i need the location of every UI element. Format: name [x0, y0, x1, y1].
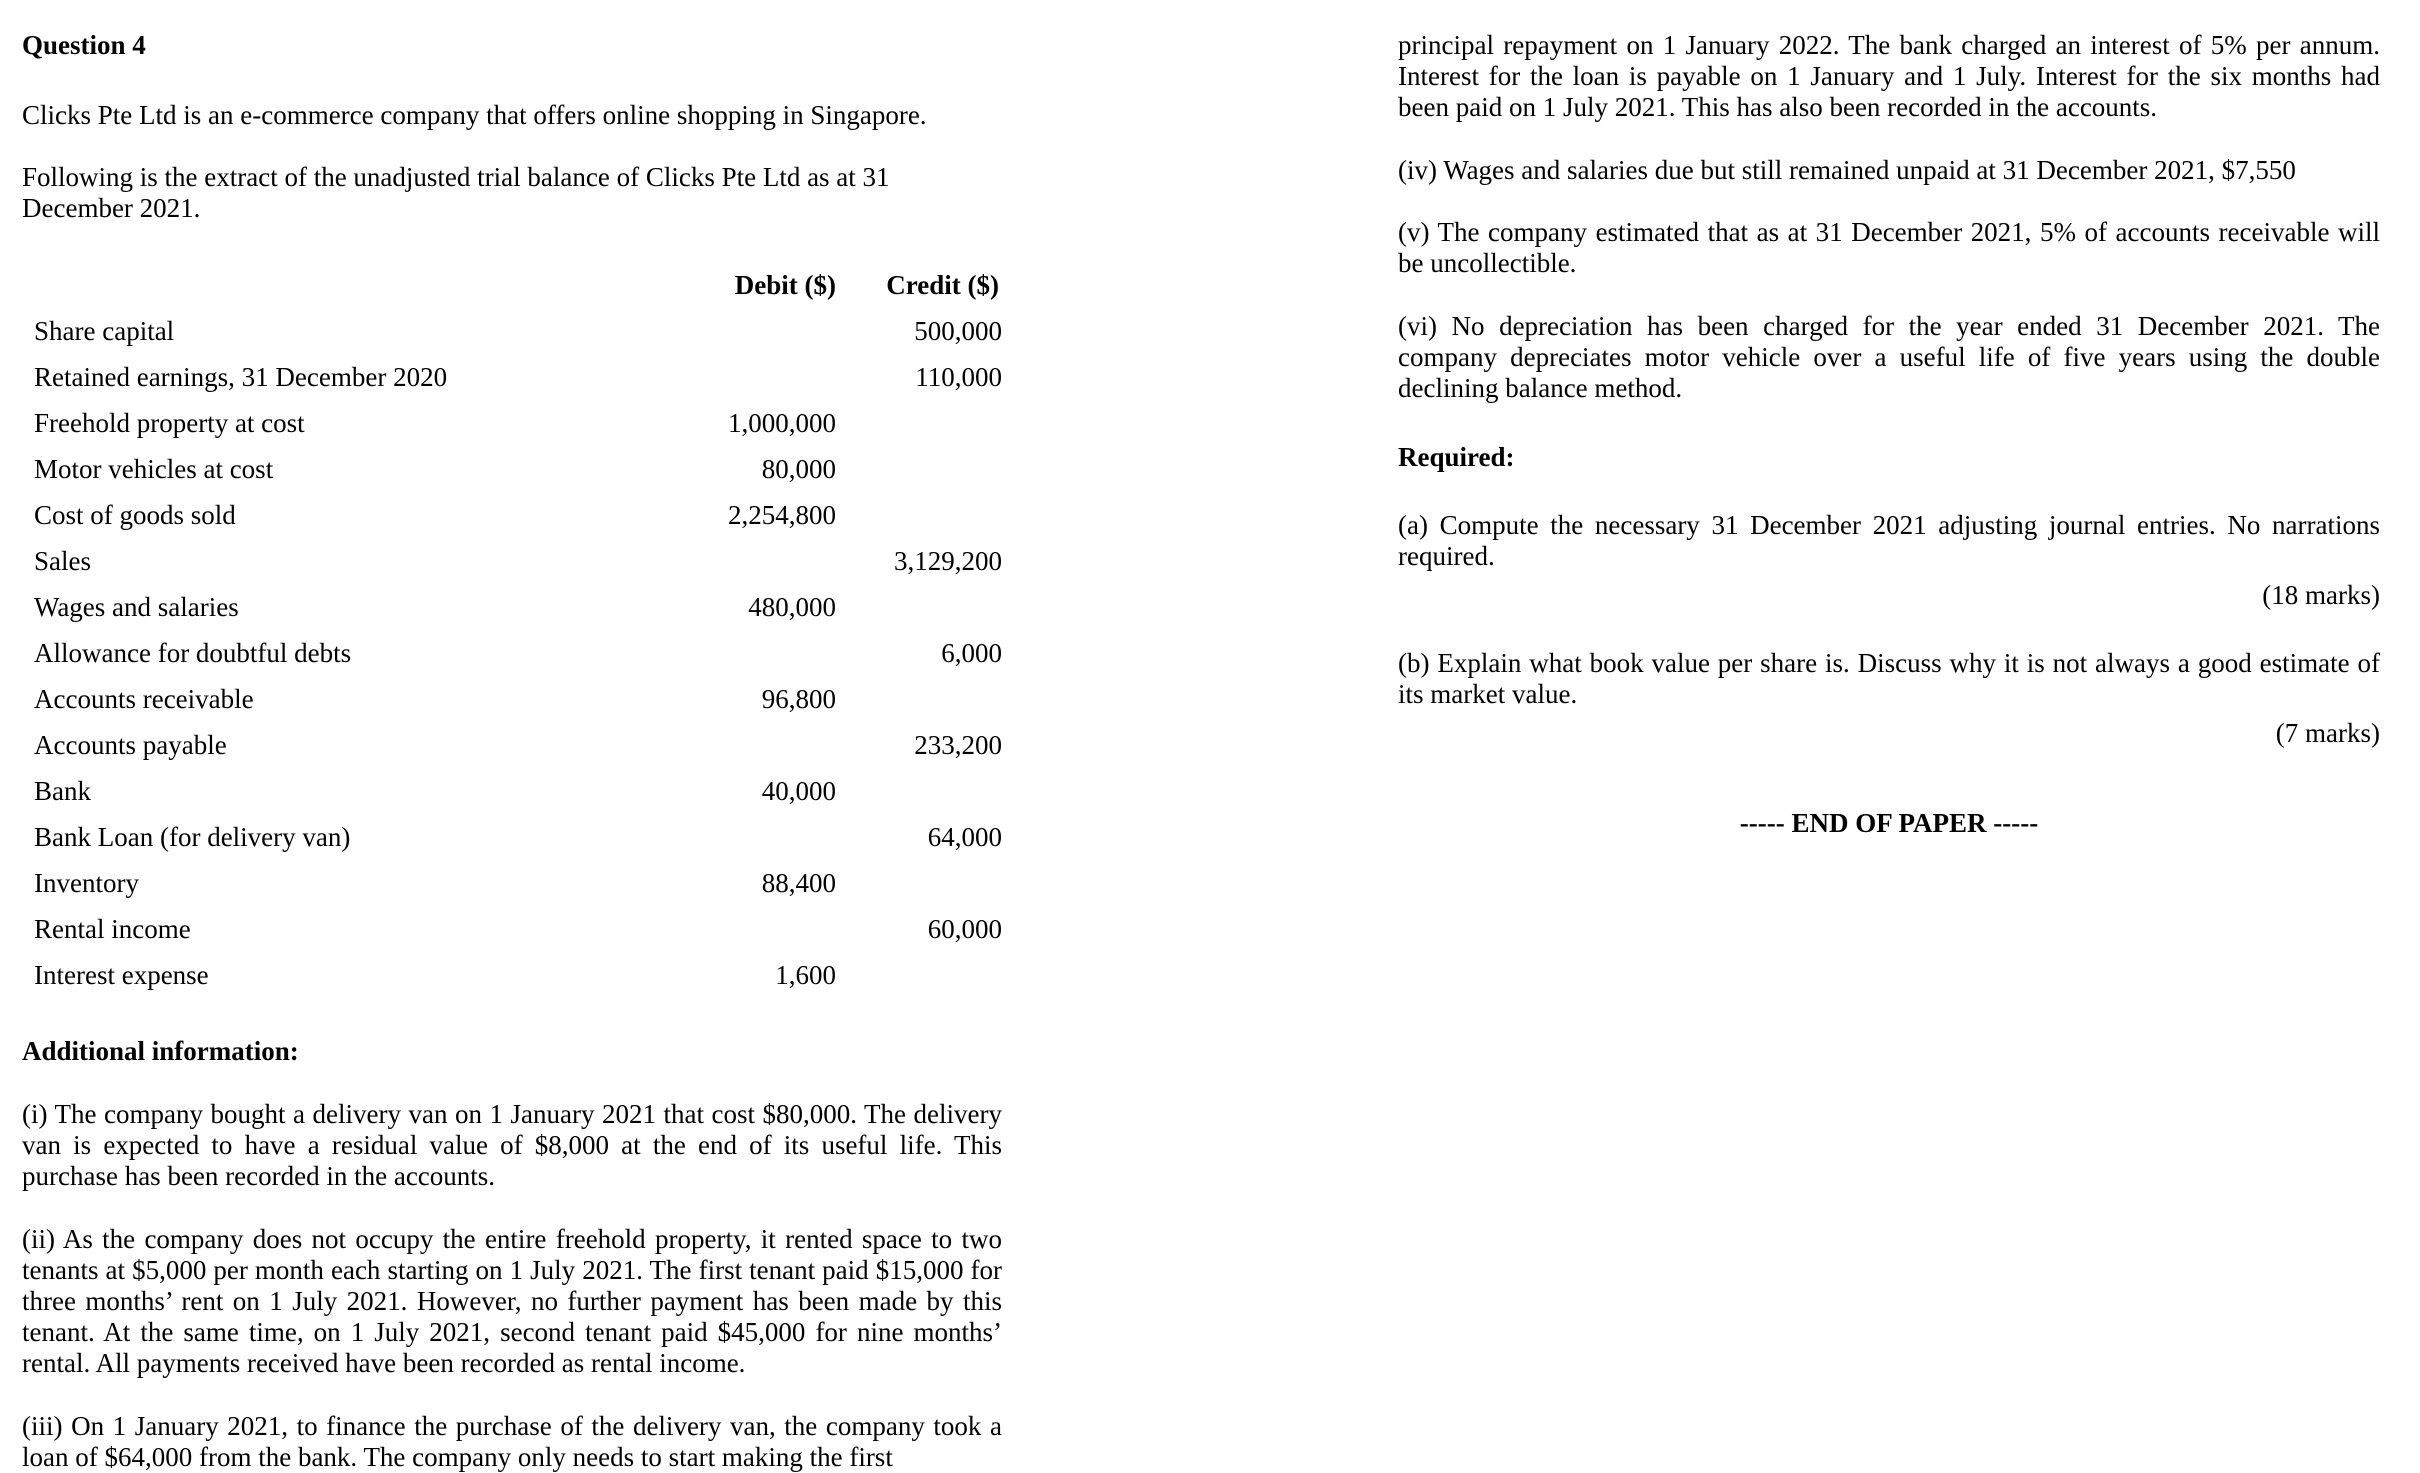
- table-row: [22, 408, 1002, 454]
- row-label: Sales: [34, 546, 91, 576]
- intro-paragraph: Clicks Pte Ltd is an e-commerce company that offers online shopping in Singapore.: [22, 100, 927, 130]
- info-item-iii: (iii) On 1 January 2021, to finance the purchase of the delivery van, the company took a loan of $64,000 from the bank. The company only needs to start making the first: [22, 1411, 1002, 1472]
- row-credit: 60,000: [927, 914, 1002, 944]
- row-label: Accounts receivable: [34, 684, 254, 714]
- row-credit: 6,000: [941, 638, 1002, 668]
- part-b-question: (b) Explain what book value per share is. Discuss why it is not always a good estimate of its market value.: [1398, 648, 2380, 709]
- row-debit: 1,000,000: [728, 408, 836, 438]
- row-label: Cost of goods sold: [34, 500, 236, 530]
- row-debit: 40,000: [761, 776, 836, 806]
- row-label: Rental income: [34, 914, 191, 944]
- row-label: Allowance for doubtful debts: [34, 638, 352, 668]
- debit-header: Debit ($): [734, 270, 836, 300]
- following-paragraph: Following is the extract of the unadjusted trial balance of Clicks Pte Ltd as at 31 December 2021.: [22, 162, 890, 223]
- row-label: Motor vehicles at cost: [34, 454, 274, 484]
- row-credit: 233,200: [914, 730, 1002, 760]
- row-credit: 3,129,200: [894, 546, 1002, 576]
- row-debit: 480,000: [748, 592, 836, 622]
- part-a-marks: (18 marks): [2262, 580, 2380, 610]
- end-of-paper: ----- END OF PAPER -----: [1739, 808, 2039, 838]
- row-label: Bank: [34, 776, 91, 806]
- table-row: [22, 592, 1002, 638]
- info-item-ii: (ii) As the company does not occupy the entire freehold property, it rented space to two tenants at $5,000 per month each starting on 1 July 2021. The first tenant paid $15,000 for three months’ rent on 1 July 2021. However, no further payment has been made by this tenant. At the same time, on 1 July 2021, second tenant paid $45,000 for nine months’ rental. All payments received have been recorded as rental income.: [22, 1224, 1002, 1378]
- required-heading: Required:: [1398, 442, 1515, 472]
- row-label: Inventory: [34, 868, 139, 898]
- row-credit: 64,000: [927, 822, 1002, 852]
- table-row: [22, 546, 1002, 592]
- row-credit: 110,000: [915, 362, 1002, 392]
- table-row: [22, 638, 1002, 684]
- part-a-question: (a) Compute the necessary 31 December 2021 adjusting journal entries. No narrations required.: [1398, 510, 2380, 571]
- row-debit: 2,254,800: [728, 500, 836, 530]
- row-label: Retained earnings, 31 December 2020: [34, 362, 448, 392]
- additional-info-heading: Additional information:: [22, 1036, 299, 1066]
- table-row: [22, 362, 1002, 408]
- table-row: [22, 454, 1002, 500]
- question-title: Question 4: [22, 30, 146, 60]
- info-item-vi: (vi) No depreciation has been charged for the year ended 31 December 2021. The company depreciates motor vehicle over a useful life of five years using the double declining balance method.: [1398, 311, 2380, 403]
- table-row: [22, 684, 1002, 730]
- row-label: Bank Loan (for delivery van): [34, 822, 351, 852]
- table-row: [22, 822, 1002, 868]
- trial-balance-table: [22, 270, 1002, 990]
- row-label: Wages and salaries: [34, 592, 239, 622]
- row-label: Accounts payable: [34, 730, 227, 760]
- part-b-marks: (7 marks): [2275, 718, 2380, 748]
- table-row: [22, 914, 1002, 960]
- row-label: Interest expense: [34, 960, 209, 990]
- row-debit: 1,600: [775, 960, 836, 990]
- info-item-iii-continued: principal repayment on 1 January 2022. The bank charged an interest of 5% per annum. Interest for the loan is payable on 1 January and 1 July. Interest for the six months had been paid on 1 July 2021. This has also been recorded in the accounts.: [1398, 30, 2380, 122]
- info-item-i: (i) The company bought a delivery van on 1 January 2021 that cost $80,000. The delivery van is expected to have a residual value of $8,000 at the end of its useful life. This purchase has been recorded in the accounts.: [22, 1099, 1002, 1191]
- table-row: [22, 316, 1002, 362]
- table-row: [22, 868, 1002, 914]
- row-label: Freehold property at cost: [34, 408, 305, 438]
- row-label: Share capital: [34, 316, 175, 346]
- table-row: [22, 960, 1002, 1006]
- info-item-v: (v) The company estimated that as at 31 December 2021, 5% of accounts receivable will be uncollectible.: [1398, 217, 2380, 278]
- info-item-iv: (iv) Wages and salaries due but still remained unpaid at 31 December 2021, $7,550: [1398, 155, 2296, 185]
- row-debit: 88,400: [761, 868, 836, 898]
- credit-header: Credit ($): [886, 270, 999, 300]
- row-credit: 500,000: [914, 316, 1002, 346]
- table-row: [22, 730, 1002, 776]
- table-row: [22, 500, 1002, 546]
- table-row: [22, 776, 1002, 822]
- row-debit: 80,000: [761, 454, 836, 484]
- row-debit: 96,800: [761, 684, 836, 714]
